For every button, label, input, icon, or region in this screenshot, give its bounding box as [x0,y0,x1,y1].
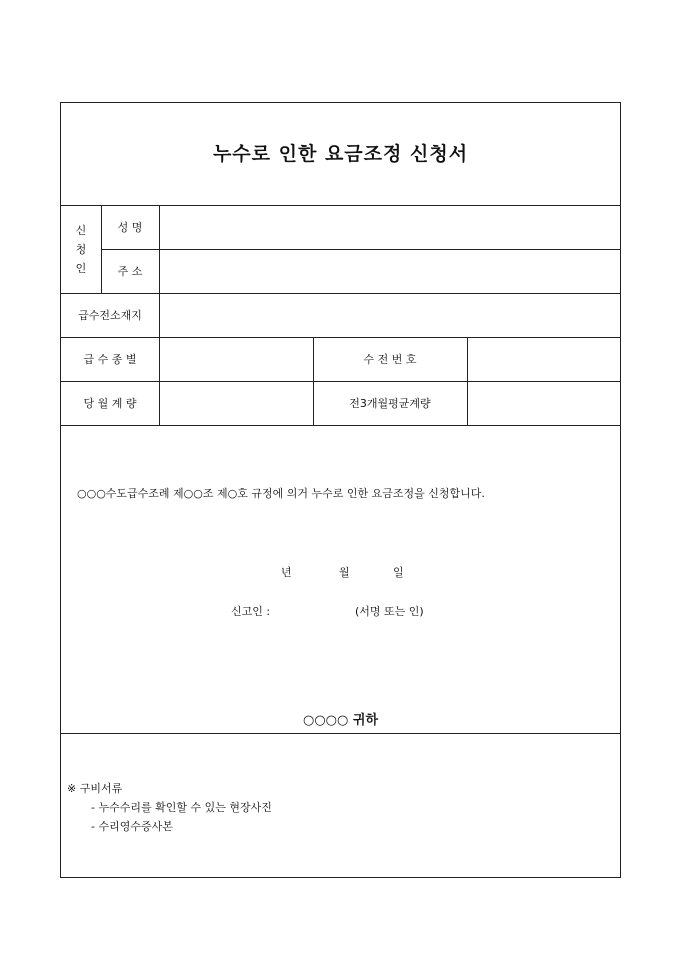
applicant-char: 청 [75,242,87,256]
date-month: 월 [339,566,350,579]
faucet-number-field[interactable] [468,337,620,381]
application-form [60,102,621,878]
form-title: 누수로 인한 요금조정 신청서 [212,143,469,165]
supply-location-label: 급수전소재지 [78,309,142,322]
name-field[interactable] [160,205,620,249]
required-documents [67,779,272,836]
supply-location-field[interactable] [160,293,620,337]
supply-type-label: 급 수 종 별 [83,353,137,366]
document-item: - 누수수리를 확인할 수 있는 현장사진 [91,801,272,814]
documents-header: ※ 구비서류 [67,782,123,795]
applicant-char: 신 [75,223,87,237]
reporter-label: 신고인 : [231,605,271,618]
divider [61,425,620,426]
divider [61,733,620,734]
current-month-usage-field[interactable] [160,381,313,425]
date-day: 일 [393,566,404,579]
applicant-char: 인 [75,261,87,275]
signature-label: (서명 또는 인) [355,605,424,618]
supply-type-field[interactable] [160,337,313,381]
applicant-group-label [61,205,101,293]
date-year: 년 [281,566,292,579]
prev3-avg-usage-field[interactable] [468,381,620,425]
faucet-number-label: 수 전 번 호 [363,353,417,366]
address-field[interactable] [160,249,620,293]
address-label: 주 소 [117,265,143,278]
document-item: - 수리영수증사본 [91,820,173,833]
prev3-avg-usage-label: 전3개월평균계량 [349,397,431,410]
current-month-usage-label: 당 월 계 량 [83,397,137,410]
addressee: ○○○○ 귀하 [302,713,378,728]
name-label: 성 명 [117,221,143,234]
declaration-text: ○○○수도급수조례 제○○조 제○호 규정에 의거 누수로 인한 요금조정을 신청합니다. [77,487,485,500]
